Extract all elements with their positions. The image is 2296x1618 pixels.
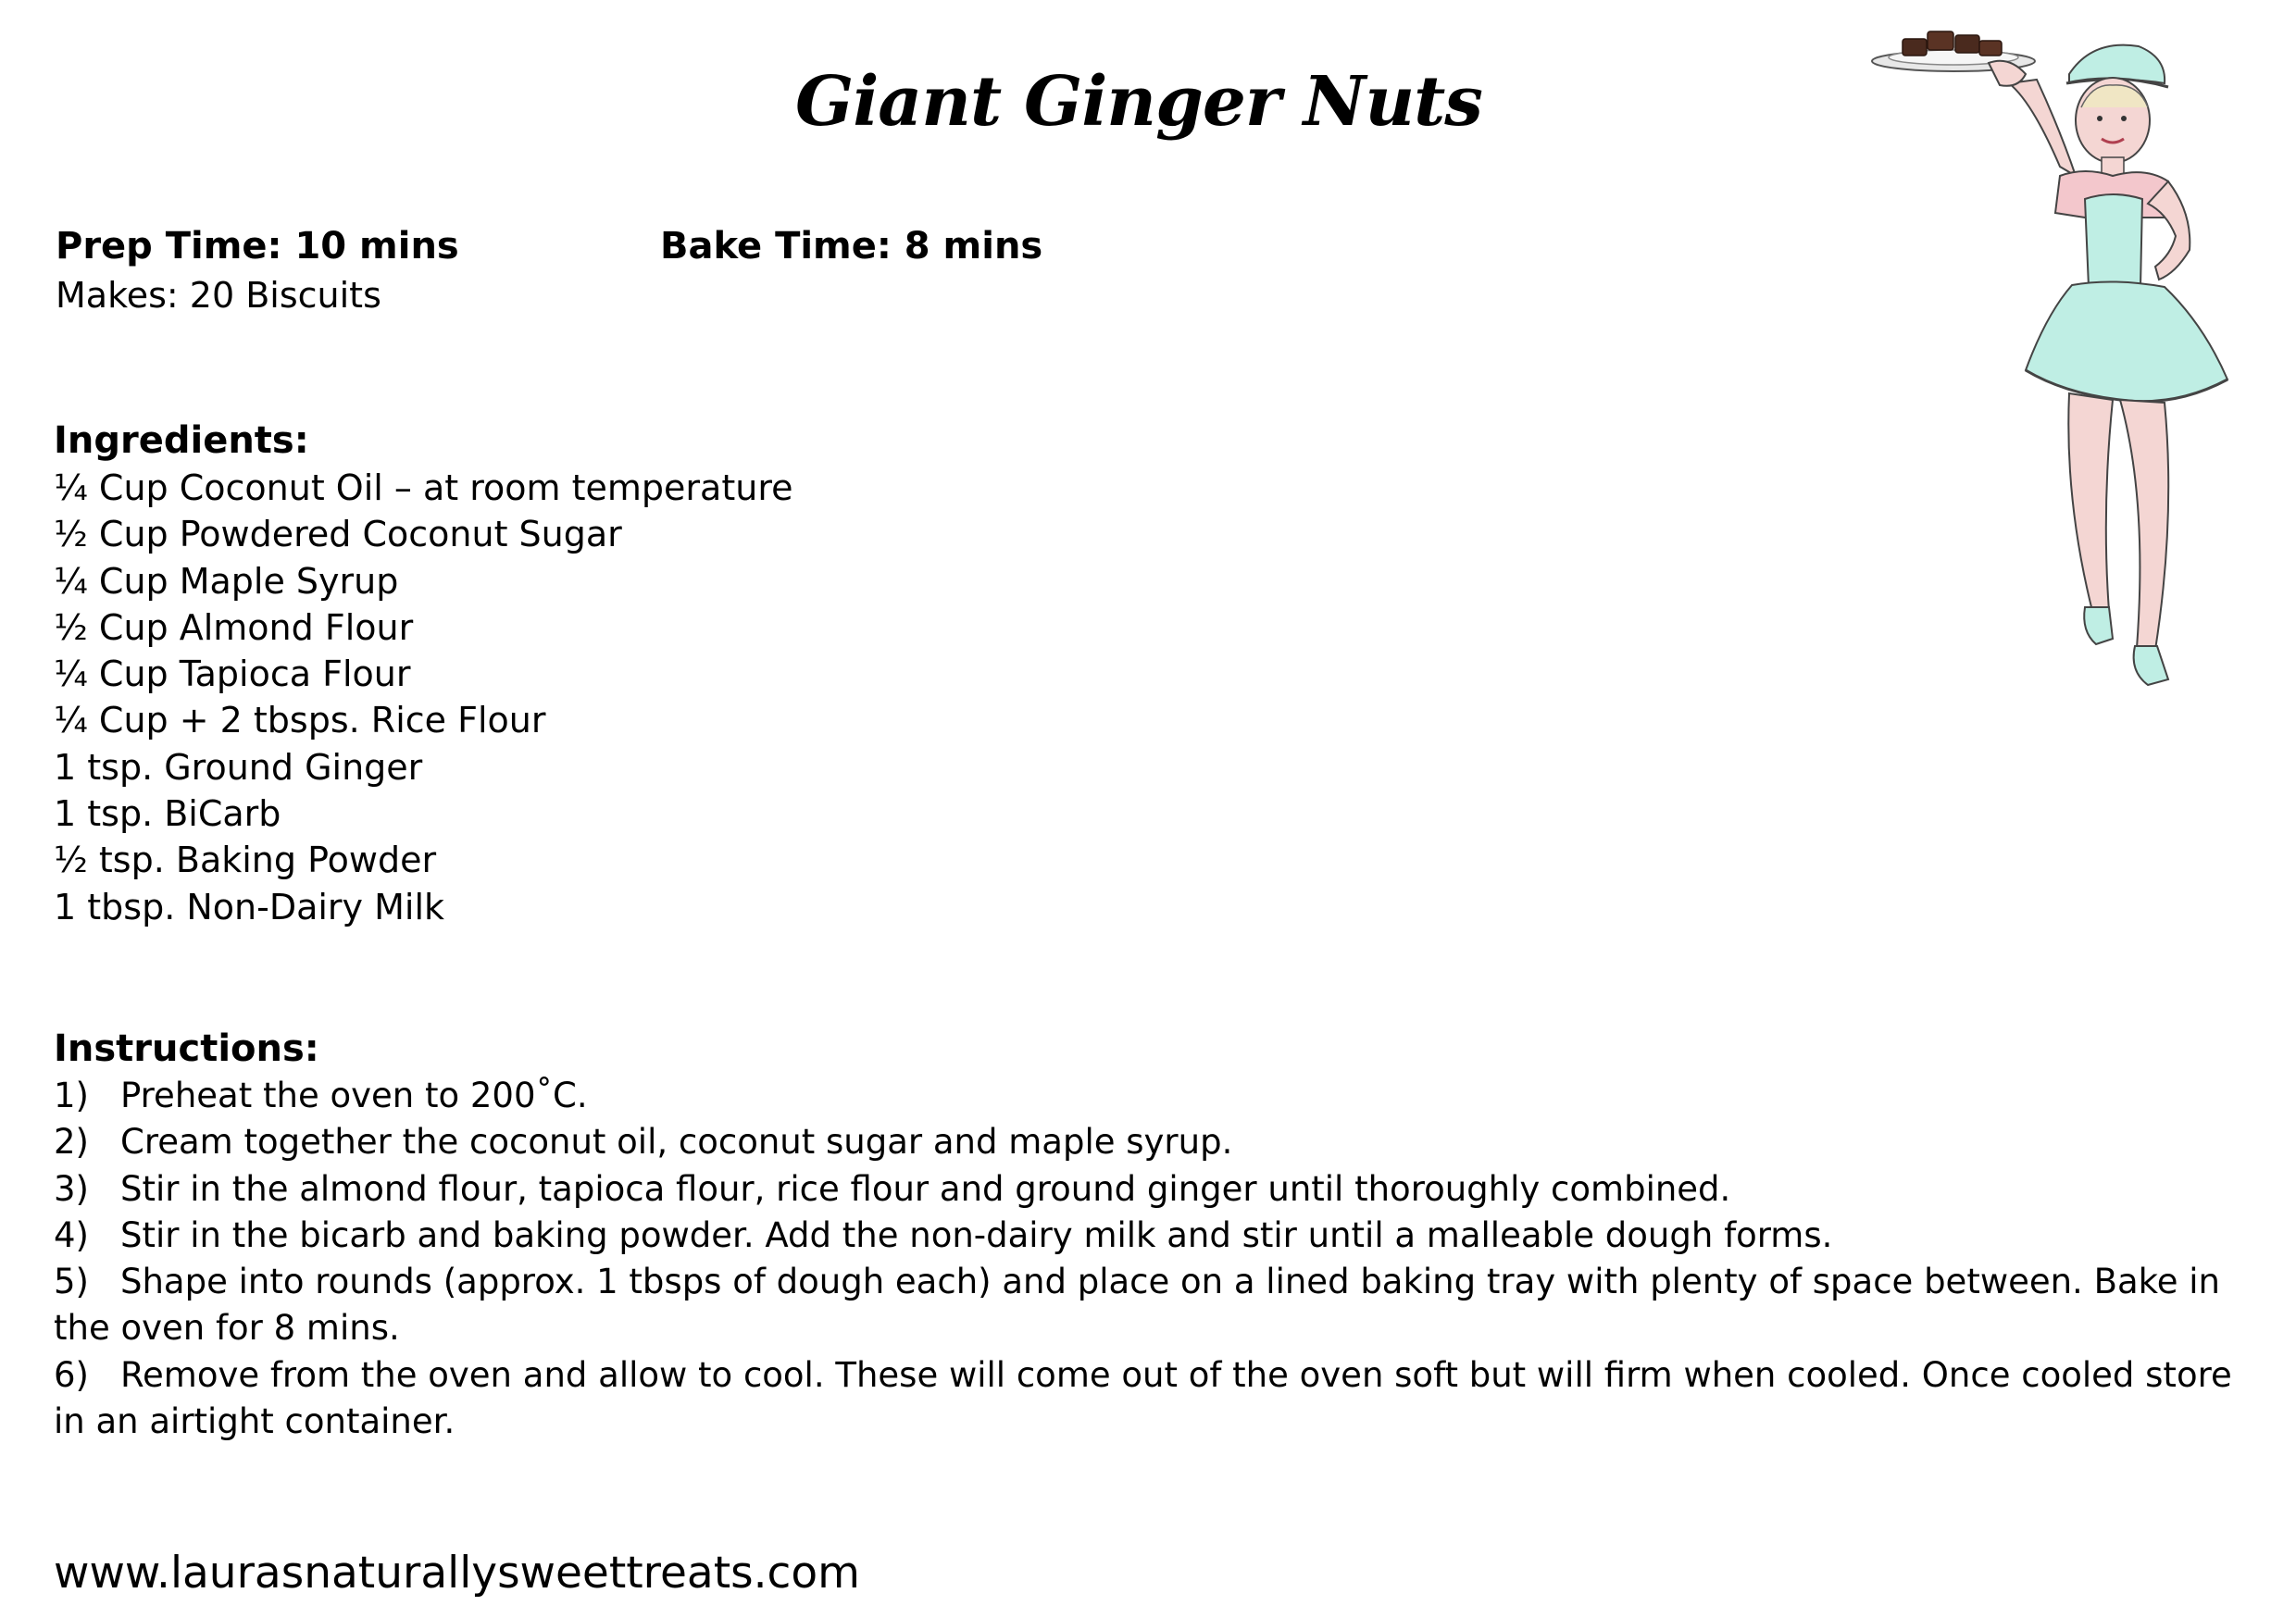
ingredients-list	[54, 465, 792, 930]
step-number: 3)	[54, 1168, 89, 1209]
instruction-step	[54, 1259, 2266, 1352]
step-text: Stir in the almond flour, tapioca flour, rice flour and ground ginger until thoroughly combined.	[120, 1168, 1731, 1209]
instruction-step	[54, 1073, 2266, 1119]
ingredient-item: ½ Cup Almond Flour	[54, 606, 414, 648]
ingredient-item: ¼ Cup Tapioca Flour	[54, 653, 411, 695]
instruction-step	[54, 1352, 2266, 1446]
ingredient-item: 1 tsp. Ground Ginger	[54, 746, 423, 788]
prep-time: Prep Time: 10 mins	[56, 225, 459, 268]
step-number: 6)	[54, 1354, 89, 1395]
step-text: Stir in the bicarb and baking powder. Add the non-dairy milk and stir until a malleable dough forms.	[120, 1214, 1833, 1255]
step-text: Cream together the coconut oil, coconut sugar and maple syrup.	[120, 1122, 1233, 1163]
ingredient-item: ½ Cup Powdered Coconut Sugar	[54, 514, 622, 555]
step-number: 5)	[54, 1262, 89, 1302]
ingredient-item: ¼ Cup Maple Syrup	[54, 560, 399, 602]
instructions-list	[54, 1073, 2266, 1445]
step-number: 1)	[54, 1076, 89, 1115]
makes-count: Makes: 20 Biscuits	[56, 275, 381, 316]
instructions-heading: Instructions:	[54, 1027, 319, 1070]
step-number: 4)	[54, 1214, 89, 1255]
step-text: Shape into rounds (approx. 1 tbsps of dough each) and place on a lined baking tray with plenty of space between. Bake in the oven for 8 mins.	[54, 1262, 2221, 1349]
ingredient-item: ¼ Cup Coconut Oil – at room temperature	[54, 467, 793, 508]
instruction-step	[54, 1119, 2266, 1165]
recipe-title: Giant Ginger Nuts	[795, 62, 1482, 142]
ingredients-heading: Ingredients:	[54, 419, 309, 462]
ingredient-item: ½ tsp. Baking Powder	[54, 840, 437, 881]
step-number: 2)	[54, 1122, 89, 1163]
instruction-step	[54, 1166, 2266, 1213]
step-text: Remove from the oven and allow to cool. These will come out of the oven soft but will firm when cooled. Once cooled store in an airtight container.	[54, 1354, 2232, 1442]
ingredient-item: ¼ Cup + 2 tbsps. Rice Flour	[54, 700, 546, 741]
bake-time: Bake Time: 8 mins	[660, 225, 1043, 268]
pinup-waitress-illustration-icon	[1870, 19, 2259, 703]
ingredient-item: 1 tbsp. Non-Dairy Milk	[54, 886, 445, 927]
website-url: www.laurasnaturallysweettreats.com	[54, 1548, 860, 1599]
step-text: Preheat the oven to 200˚C.	[120, 1076, 588, 1115]
instruction-step	[54, 1213, 2266, 1259]
ingredient-item: 1 tsp. BiCarb	[54, 793, 281, 835]
